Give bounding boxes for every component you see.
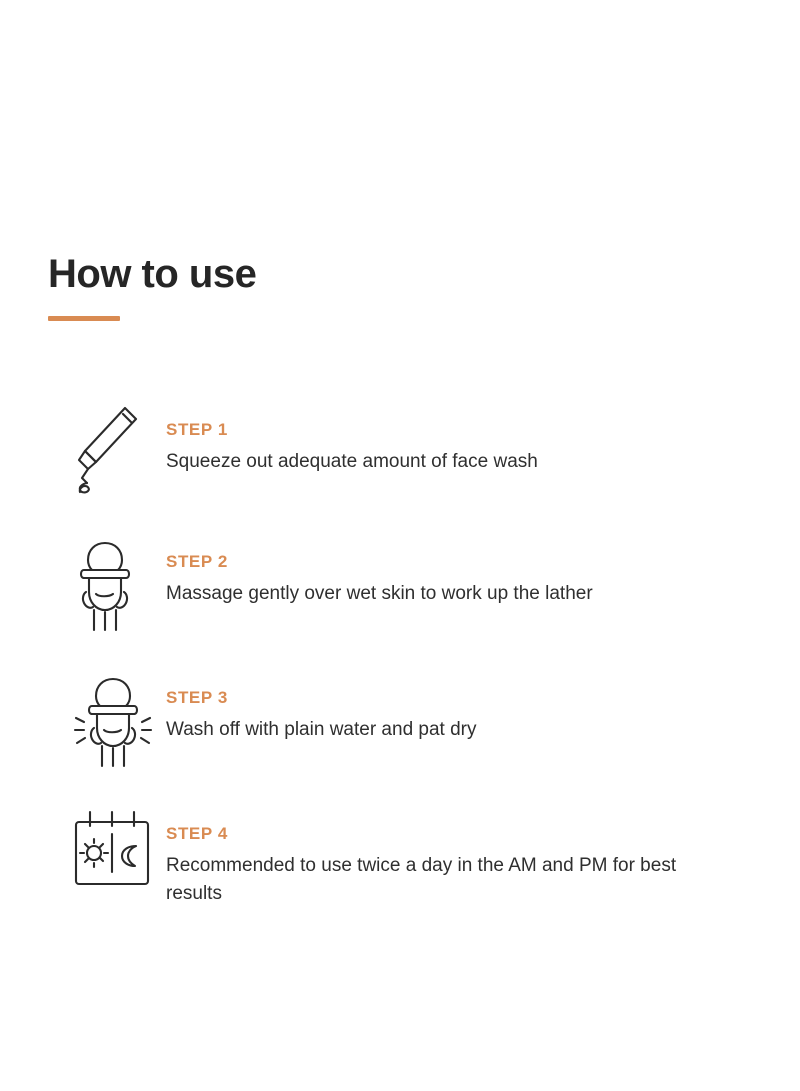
step-label: STEP 4 [166, 824, 228, 843]
heading-underline [48, 316, 120, 321]
step-text: Recommended to use twice a day in the AM and PM for best results [166, 855, 677, 904]
step-label: STEP 1 [166, 420, 228, 439]
heading-block [48, 252, 256, 321]
step-body [166, 802, 706, 907]
step-text: Massage gently over wet skin to work up the lather [166, 583, 593, 604]
calendar-sun-moon-icon [48, 802, 166, 898]
step-body [166, 398, 538, 476]
step-label: STEP 3 [166, 688, 228, 707]
face-splash-icon [48, 666, 166, 774]
step-text: Squeeze out adequate amount of face wash [166, 451, 538, 472]
list-item [48, 802, 752, 907]
list-item [48, 530, 752, 638]
tube-squeeze-icon [48, 398, 166, 494]
list-item [48, 666, 752, 774]
step-text: Wash off with plain water and pat dry [166, 719, 477, 740]
face-massage-icon [48, 530, 166, 638]
page-title: How to use [48, 252, 257, 296]
list-item [48, 398, 752, 502]
step-body [166, 530, 593, 608]
step-label: STEP 2 [166, 552, 228, 571]
steps-list [48, 398, 752, 935]
step-body [166, 666, 477, 744]
